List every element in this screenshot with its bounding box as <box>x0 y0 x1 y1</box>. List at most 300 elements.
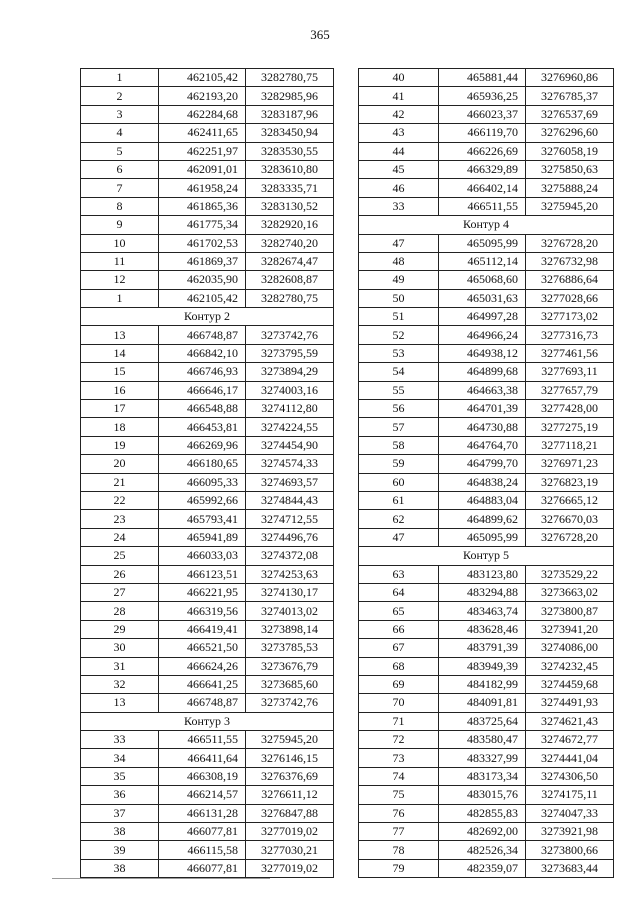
table-row <box>81 400 334 418</box>
x-coordinate-cell: 465941,89 <box>159 528 246 546</box>
point-number-cell: 57 <box>359 418 439 436</box>
page-number: 365 <box>310 27 330 42</box>
x-coordinate-cell: 462251,97 <box>159 142 246 160</box>
table-row <box>81 418 334 436</box>
x-coordinate-cell: 483628,46 <box>439 620 526 638</box>
x-coordinate-cell: 462105,42 <box>159 289 246 307</box>
point-number-cell: 48 <box>359 252 439 270</box>
table-row <box>81 694 334 712</box>
point-number-cell: 25 <box>81 547 159 565</box>
table-row <box>81 252 334 270</box>
point-number-cell: 50 <box>359 289 439 307</box>
y-coordinate-cell: 3283610,80 <box>246 160 334 178</box>
x-coordinate-cell: 466402,14 <box>439 179 526 197</box>
table-row <box>81 620 334 638</box>
table-row <box>359 639 614 657</box>
x-coordinate-cell: 464997,28 <box>439 308 526 326</box>
y-coordinate-cell: 3276971,23 <box>526 455 614 473</box>
table-row <box>359 142 614 160</box>
table-row <box>81 841 334 859</box>
x-coordinate-cell: 484091,81 <box>439 694 526 712</box>
x-coordinate-cell: 461702,53 <box>159 234 246 252</box>
y-coordinate-cell: 3274672,77 <box>526 731 614 749</box>
y-coordinate-cell: 3274372,08 <box>246 547 334 565</box>
x-coordinate-cell: 464799,70 <box>439 455 526 473</box>
table-row <box>81 160 334 178</box>
table-row <box>81 473 334 491</box>
y-coordinate-cell: 3276146,15 <box>246 749 334 767</box>
point-number-cell: 77 <box>359 823 439 841</box>
y-coordinate-cell: 3276728,20 <box>526 234 614 252</box>
point-number-cell: 56 <box>359 400 439 418</box>
point-number-cell: 22 <box>81 491 159 509</box>
table-row <box>359 363 614 381</box>
x-coordinate-cell: 462411,65 <box>159 124 246 142</box>
y-coordinate-cell: 3275888,24 <box>526 179 614 197</box>
y-coordinate-cell: 3277275,19 <box>526 418 614 436</box>
table-row <box>359 491 614 509</box>
x-coordinate-cell: 466308,19 <box>159 767 246 785</box>
y-coordinate-cell: 3282985,96 <box>246 87 334 105</box>
point-number-cell: 10 <box>81 234 159 252</box>
point-number-cell: 13 <box>81 694 159 712</box>
x-coordinate-cell: 464899,68 <box>439 363 526 381</box>
y-coordinate-cell: 3273941,20 <box>526 620 614 638</box>
y-coordinate-cell: 3276058,19 <box>526 142 614 160</box>
x-coordinate-cell: 483294,88 <box>439 583 526 601</box>
table-row <box>81 675 334 693</box>
table-row <box>81 216 334 234</box>
y-coordinate-cell: 3283450,94 <box>246 124 334 142</box>
table-row <box>359 271 614 289</box>
table-row <box>359 234 614 252</box>
point-number-cell: 71 <box>359 712 439 730</box>
point-number-cell: 47 <box>359 528 439 546</box>
x-coordinate-cell: 466131,28 <box>159 804 246 822</box>
y-coordinate-cell: 3274459,68 <box>526 675 614 693</box>
table-row <box>81 510 334 528</box>
y-coordinate-cell: 3282608,87 <box>246 271 334 289</box>
x-coordinate-cell: 466548,88 <box>159 400 246 418</box>
table-row <box>359 160 614 178</box>
x-coordinate-cell: 462091,01 <box>159 160 246 178</box>
point-number-cell: 46 <box>359 179 439 197</box>
y-coordinate-cell: 3276611,12 <box>246 786 334 804</box>
y-coordinate-cell: 3276823,19 <box>526 473 614 491</box>
y-coordinate-cell: 3283130,52 <box>246 197 334 215</box>
x-coordinate-cell: 466226,69 <box>439 142 526 160</box>
y-coordinate-cell: 3273898,14 <box>246 620 334 638</box>
point-number-cell: 26 <box>81 565 159 583</box>
table-row <box>359 418 614 436</box>
y-coordinate-cell: 3277019,02 <box>246 823 334 841</box>
contour-label: Контур 4 <box>359 216 614 234</box>
y-coordinate-cell: 3277118,21 <box>526 436 614 454</box>
y-coordinate-cell: 3274130,17 <box>246 583 334 601</box>
x-coordinate-cell: 466411,64 <box>159 749 246 767</box>
table-row <box>81 491 334 509</box>
y-coordinate-cell: 3273800,66 <box>526 841 614 859</box>
x-coordinate-cell: 466214,57 <box>159 786 246 804</box>
y-coordinate-cell: 3275945,20 <box>526 197 614 215</box>
x-coordinate-cell: 483463,74 <box>439 602 526 620</box>
table-row <box>359 473 614 491</box>
table-row <box>81 289 334 307</box>
point-number-cell: 32 <box>81 675 159 693</box>
y-coordinate-cell: 3277316,73 <box>526 326 614 344</box>
table-row <box>359 583 614 601</box>
table-row <box>81 528 334 546</box>
point-number-cell: 54 <box>359 363 439 381</box>
y-coordinate-cell: 3276785,37 <box>526 87 614 105</box>
point-number-cell: 52 <box>359 326 439 344</box>
point-number-cell: 59 <box>359 455 439 473</box>
y-coordinate-cell: 3274621,43 <box>526 712 614 730</box>
table-row <box>359 528 614 546</box>
y-coordinate-cell: 3273742,76 <box>246 694 334 712</box>
point-number-cell: 3 <box>81 105 159 123</box>
contour-header-row <box>359 547 614 565</box>
x-coordinate-cell: 465112,14 <box>439 252 526 270</box>
point-number-cell: 44 <box>359 142 439 160</box>
table-row <box>359 749 614 767</box>
x-coordinate-cell: 461865,36 <box>159 197 246 215</box>
contour-label: Контур 3 <box>81 712 334 730</box>
x-coordinate-cell: 466319,56 <box>159 602 246 620</box>
y-coordinate-cell: 3274441,04 <box>526 749 614 767</box>
x-coordinate-cell: 465992,66 <box>159 491 246 509</box>
point-number-cell: 33 <box>359 197 439 215</box>
point-number-cell: 1 <box>81 69 159 87</box>
point-number-cell: 12 <box>81 271 159 289</box>
point-number-cell: 72 <box>359 731 439 749</box>
x-coordinate-cell: 464938,12 <box>439 344 526 362</box>
coordinates-table-left <box>80 68 334 878</box>
point-number-cell: 16 <box>81 381 159 399</box>
x-coordinate-cell: 466746,93 <box>159 363 246 381</box>
point-number-cell: 67 <box>359 639 439 657</box>
x-coordinate-cell: 466646,17 <box>159 381 246 399</box>
y-coordinate-cell: 3276886,64 <box>526 271 614 289</box>
table-row <box>81 234 334 252</box>
y-coordinate-cell: 3274574,33 <box>246 455 334 473</box>
table-row <box>81 105 334 123</box>
x-coordinate-cell: 464764,70 <box>439 436 526 454</box>
y-coordinate-cell: 3277019,02 <box>246 859 334 877</box>
table-row <box>359 675 614 693</box>
table-row <box>359 105 614 123</box>
table-row <box>359 859 614 877</box>
y-coordinate-cell: 3282780,75 <box>246 289 334 307</box>
table-row <box>359 87 614 105</box>
x-coordinate-cell: 466077,81 <box>159 859 246 877</box>
y-coordinate-cell: 3276665,12 <box>526 491 614 509</box>
x-coordinate-cell: 466641,25 <box>159 675 246 693</box>
point-number-cell: 1 <box>81 289 159 307</box>
table-row <box>81 344 334 362</box>
x-coordinate-cell: 466033,03 <box>159 547 246 565</box>
x-coordinate-cell: 465793,41 <box>159 510 246 528</box>
y-coordinate-cell: 3273685,60 <box>246 675 334 693</box>
x-coordinate-cell: 462035,90 <box>159 271 246 289</box>
x-coordinate-cell: 464883,04 <box>439 491 526 509</box>
y-coordinate-cell: 3274844,43 <box>246 491 334 509</box>
y-coordinate-cell: 3283335,71 <box>246 179 334 197</box>
contour-header-row <box>359 216 614 234</box>
y-coordinate-cell: 3274496,76 <box>246 528 334 546</box>
x-coordinate-cell: 465068,60 <box>439 271 526 289</box>
point-number-cell: 20 <box>81 455 159 473</box>
x-coordinate-cell: 466453,81 <box>159 418 246 436</box>
y-coordinate-cell: 3274112,80 <box>246 400 334 418</box>
table-row <box>81 804 334 822</box>
x-coordinate-cell: 483327,99 <box>439 749 526 767</box>
table-row <box>359 786 614 804</box>
point-number-cell: 35 <box>81 767 159 785</box>
x-coordinate-cell: 461775,34 <box>159 216 246 234</box>
point-number-cell: 6 <box>81 160 159 178</box>
x-coordinate-cell: 466180,65 <box>159 455 246 473</box>
x-coordinate-cell: 465881,44 <box>439 69 526 87</box>
point-number-cell: 42 <box>359 105 439 123</box>
coordinates-table-right <box>358 68 614 878</box>
x-coordinate-cell: 466095,33 <box>159 473 246 491</box>
x-coordinate-cell: 461869,37 <box>159 252 246 270</box>
table-row <box>359 731 614 749</box>
x-coordinate-cell: 466842,10 <box>159 344 246 362</box>
point-number-cell: 70 <box>359 694 439 712</box>
table-row <box>359 436 614 454</box>
y-coordinate-cell: 3274454,90 <box>246 436 334 454</box>
point-number-cell: 55 <box>359 381 439 399</box>
point-number-cell: 19 <box>81 436 159 454</box>
table-row <box>359 179 614 197</box>
x-coordinate-cell: 482359,07 <box>439 859 526 877</box>
y-coordinate-cell: 3276732,98 <box>526 252 614 270</box>
point-number-cell: 14 <box>81 344 159 362</box>
x-coordinate-cell: 466329,89 <box>439 160 526 178</box>
x-coordinate-cell: 482526,34 <box>439 841 526 859</box>
y-coordinate-cell: 3282740,20 <box>246 234 334 252</box>
table-row <box>359 326 614 344</box>
table-row <box>359 767 614 785</box>
x-coordinate-cell: 483949,39 <box>439 657 526 675</box>
y-coordinate-cell: 3274253,63 <box>246 565 334 583</box>
x-coordinate-cell: 466748,87 <box>159 694 246 712</box>
x-coordinate-cell: 466123,51 <box>159 565 246 583</box>
table-row <box>359 381 614 399</box>
table-row <box>81 436 334 454</box>
x-coordinate-cell: 483015,76 <box>439 786 526 804</box>
point-number-cell: 75 <box>359 786 439 804</box>
x-coordinate-cell: 466419,41 <box>159 620 246 638</box>
y-coordinate-cell: 3273676,79 <box>246 657 334 675</box>
x-coordinate-cell: 462193,20 <box>159 87 246 105</box>
x-coordinate-cell: 483791,39 <box>439 639 526 657</box>
y-coordinate-cell: 3276728,20 <box>526 528 614 546</box>
x-coordinate-cell: 466023,37 <box>439 105 526 123</box>
table-row <box>359 712 614 730</box>
y-coordinate-cell: 3274491,93 <box>526 694 614 712</box>
point-number-cell: 7 <box>81 179 159 197</box>
table-row <box>81 197 334 215</box>
point-number-cell: 47 <box>359 234 439 252</box>
point-number-cell: 23 <box>81 510 159 528</box>
y-coordinate-cell: 3283187,96 <box>246 105 334 123</box>
table-row <box>359 620 614 638</box>
point-number-cell: 53 <box>359 344 439 362</box>
x-coordinate-cell: 465095,99 <box>439 234 526 252</box>
contour-label: Контур 2 <box>81 308 334 326</box>
point-number-cell: 65 <box>359 602 439 620</box>
point-number-cell: 9 <box>81 216 159 234</box>
table-row <box>81 124 334 142</box>
x-coordinate-cell: 464838,24 <box>439 473 526 491</box>
x-coordinate-cell: 464966,24 <box>439 326 526 344</box>
point-number-cell: 21 <box>81 473 159 491</box>
y-coordinate-cell: 3274232,45 <box>526 657 614 675</box>
y-coordinate-cell: 3274086,00 <box>526 639 614 657</box>
y-coordinate-cell: 3277461,56 <box>526 344 614 362</box>
table-row <box>81 271 334 289</box>
y-coordinate-cell: 3276960,86 <box>526 69 614 87</box>
x-coordinate-cell: 465031,63 <box>439 289 526 307</box>
y-coordinate-cell: 3273663,02 <box>526 583 614 601</box>
table-row <box>81 767 334 785</box>
point-number-cell: 73 <box>359 749 439 767</box>
point-number-cell: 43 <box>359 124 439 142</box>
point-number-cell: 34 <box>81 749 159 767</box>
y-coordinate-cell: 3274047,33 <box>526 804 614 822</box>
point-number-cell: 63 <box>359 565 439 583</box>
table-row <box>359 289 614 307</box>
x-coordinate-cell: 465095,99 <box>439 528 526 546</box>
x-coordinate-cell: 464701,39 <box>439 400 526 418</box>
y-coordinate-cell: 3276670,03 <box>526 510 614 528</box>
footer-rule <box>52 878 270 879</box>
table-row <box>81 381 334 399</box>
x-coordinate-cell: 483123,80 <box>439 565 526 583</box>
point-number-cell: 18 <box>81 418 159 436</box>
y-coordinate-cell: 3274003,16 <box>246 381 334 399</box>
x-coordinate-cell: 466077,81 <box>159 823 246 841</box>
table-row <box>81 565 334 583</box>
x-coordinate-cell: 466115,58 <box>159 841 246 859</box>
table-row <box>359 694 614 712</box>
point-number-cell: 38 <box>81 859 159 877</box>
table-row <box>81 547 334 565</box>
y-coordinate-cell: 3273795,59 <box>246 344 334 362</box>
x-coordinate-cell: 466511,55 <box>439 197 526 215</box>
x-coordinate-cell: 482692,00 <box>439 823 526 841</box>
table-row <box>81 639 334 657</box>
x-coordinate-cell: 461958,24 <box>159 179 246 197</box>
x-coordinate-cell: 465936,25 <box>439 87 526 105</box>
table-row <box>359 308 614 326</box>
point-number-cell: 68 <box>359 657 439 675</box>
point-number-cell: 76 <box>359 804 439 822</box>
point-number-cell: 78 <box>359 841 439 859</box>
table-row <box>81 87 334 105</box>
point-number-cell: 33 <box>81 731 159 749</box>
y-coordinate-cell: 3282674,47 <box>246 252 334 270</box>
point-number-cell: 17 <box>81 400 159 418</box>
table-row <box>81 142 334 160</box>
point-number-cell: 2 <box>81 87 159 105</box>
table-row <box>359 804 614 822</box>
x-coordinate-cell: 464730,88 <box>439 418 526 436</box>
point-number-cell: 8 <box>81 197 159 215</box>
y-coordinate-cell: 3277030,21 <box>246 841 334 859</box>
table-row <box>359 823 614 841</box>
point-number-cell: 61 <box>359 491 439 509</box>
table-row <box>359 455 614 473</box>
y-coordinate-cell: 3273921,98 <box>526 823 614 841</box>
table-row <box>359 565 614 583</box>
point-number-cell: 39 <box>81 841 159 859</box>
x-coordinate-cell: 466269,96 <box>159 436 246 454</box>
point-number-cell: 13 <box>81 326 159 344</box>
point-number-cell: 5 <box>81 142 159 160</box>
point-number-cell: 40 <box>359 69 439 87</box>
x-coordinate-cell: 483173,34 <box>439 767 526 785</box>
table-row <box>81 823 334 841</box>
table-row <box>81 179 334 197</box>
x-coordinate-cell: 464663,38 <box>439 381 526 399</box>
point-number-cell: 41 <box>359 87 439 105</box>
table-row <box>359 602 614 620</box>
table-row <box>359 124 614 142</box>
y-coordinate-cell: 3282780,75 <box>246 69 334 87</box>
table-row <box>81 859 334 877</box>
point-number-cell: 64 <box>359 583 439 601</box>
x-coordinate-cell: 484182,99 <box>439 675 526 693</box>
point-number-cell: 66 <box>359 620 439 638</box>
point-number-cell: 29 <box>81 620 159 638</box>
table-row <box>81 731 334 749</box>
point-number-cell: 79 <box>359 859 439 877</box>
y-coordinate-cell: 3273800,87 <box>526 602 614 620</box>
x-coordinate-cell: 466511,55 <box>159 731 246 749</box>
point-number-cell: 51 <box>359 308 439 326</box>
point-number-cell: 49 <box>359 271 439 289</box>
point-number-cell: 62 <box>359 510 439 528</box>
table-row <box>359 344 614 362</box>
y-coordinate-cell: 3274224,55 <box>246 418 334 436</box>
x-coordinate-cell: 464899,62 <box>439 510 526 528</box>
x-coordinate-cell: 466748,87 <box>159 326 246 344</box>
y-coordinate-cell: 3277657,79 <box>526 381 614 399</box>
point-number-cell: 38 <box>81 823 159 841</box>
y-coordinate-cell: 3273894,29 <box>246 363 334 381</box>
y-coordinate-cell: 3277028,66 <box>526 289 614 307</box>
point-number-cell: 30 <box>81 639 159 657</box>
y-coordinate-cell: 3276537,69 <box>526 105 614 123</box>
y-coordinate-cell: 3275850,63 <box>526 160 614 178</box>
table-row <box>359 510 614 528</box>
y-coordinate-cell: 3275945,20 <box>246 731 334 749</box>
point-number-cell: 74 <box>359 767 439 785</box>
contour-header-row <box>81 712 334 730</box>
contour-label: Контур 5 <box>359 547 614 565</box>
table-row <box>81 749 334 767</box>
point-number-cell: 28 <box>81 602 159 620</box>
table-row <box>81 786 334 804</box>
point-number-cell: 45 <box>359 160 439 178</box>
y-coordinate-cell: 3276296,60 <box>526 124 614 142</box>
table-row <box>359 69 614 87</box>
table-row <box>81 583 334 601</box>
